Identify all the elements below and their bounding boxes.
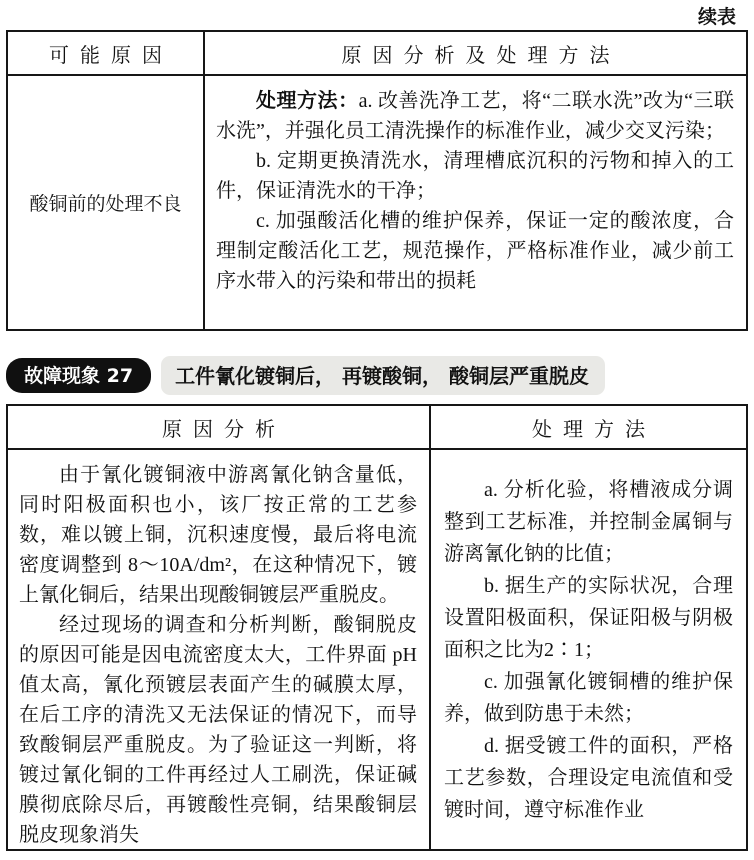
method-label: 处理方法： [256,88,359,112]
possible-causes-table [6,30,748,331]
table2-method-cell [431,450,746,849]
method2-paragraph-d: d. 据受镀工件的面积，严格工艺参数，合理设定电流值和受镀时间，遵守标准作业 [444,734,733,821]
fault-number-badge: 故障现象 27 [6,358,151,393]
table1-header-cause: 可能原因 [8,32,205,74]
table1-header-row [8,32,746,76]
table1-method-cell [205,76,746,329]
method2-paragraph-a: a. 分析化验，将槽液成分调整到工艺标准，并控制金属铜与游离氰化钠的比值； [444,478,733,565]
table1-body-row [8,76,746,329]
table2-body-row [8,450,746,849]
method-item-a: a. 改善洗净工艺，将“二联水洗”改为“三联水洗”，并强化员工清洗操作的标准作业，减少交叉污染； [216,90,735,142]
table2-header-analysis: 原因分析 [8,406,431,448]
analysis-method-table [6,404,748,851]
method-paragraph-c: c. 加强酸活化槽的维护保养，保证一定的酸浓度，合理制定酸活化工艺，规范操作，严格标准作业，减少前工序水带入的污染和带出的损耗 [216,210,734,292]
table2-header-method: 处理方法 [532,418,656,441]
table2-analysis-cell [8,450,431,849]
method-paragraph-a [216,85,734,146]
analysis-paragraph-1: 由于氰化镀铜液中游离氰化钠含量低，同时阳极面积也小，该厂按正常的工艺参数，难以镀上铜，沉积速度慢，最后将电流密度调整到 8～10A/dm²，在这种情况下，镀上氰化铜后，结果出现酸铜镀层严重脱皮。 [19,464,417,606]
fault-title: 工件氰化镀铜后， 再镀酸铜， 酸铜层严重脱皮 [161,356,605,395]
table1-header-analysis-method: 原因分析及处理方法 [341,44,621,67]
fault-heading [6,356,605,395]
cause-text: 酸铜前的处理不良 [29,194,182,215]
method2-paragraph-c: c. 加强氰化镀铜槽的维护保养，做到防患于未然； [444,670,733,725]
continued-table-label: 续表 [697,6,736,28]
table2-header-row [8,406,746,450]
table1-cause-cell [8,76,205,329]
analysis-paragraph-2: 经过现场的调查和分析判断，酸铜脱皮的原因可能是因电流密度太大，工件界面 pH 值太高，氰化预镀层表面产生的碱膜太厚，在后工序的清洗又无法保证的情况下，而导致酸铜层严重脱皮。为了验证这一判断，将镀过氰化铜的工件再经过人工刷洗，保证碱膜彻底除尽后，再镀酸性亮铜，结果酸铜层脱皮现象消失 [19,614,417,846]
method-paragraph-b: b. 定期更换清洗水，清理槽底沉积的污物和掉入的工件，保证清洗水的干净； [216,150,734,202]
method2-paragraph-b: b. 据生产的实际状况，合理设置阳极面积，保证阳极与阴极面积之比为2∶1； [444,574,733,661]
